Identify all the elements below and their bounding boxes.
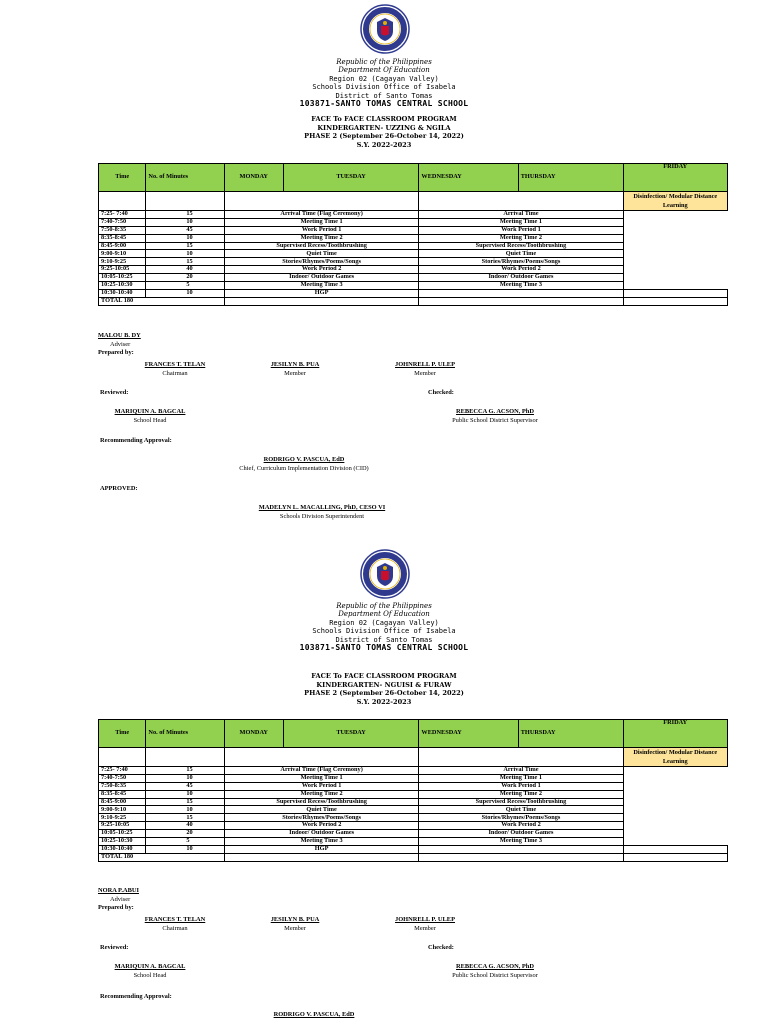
time-cell: 7:25- 7:40 (99, 767, 146, 775)
schedule-table (98, 719, 728, 862)
wed-thu-activity (419, 845, 623, 853)
minutes-cell: 20 (146, 830, 224, 838)
mon-tue-activity: Meeting Time 2 (224, 234, 419, 242)
chairman-name: FRANCES T. TELAN (144, 361, 206, 368)
minutes-cell: 10 (146, 806, 224, 814)
wed-thu-activity: Meeting Time 2 (419, 234, 623, 242)
mon-tue-activity: Supervised Recess/Toothbrushing (224, 242, 419, 250)
region-text: Region 02 (Cagayan Valley) (329, 74, 439, 83)
minutes-cell: 5 (146, 282, 224, 290)
time-cell: 8:45-9:00 (99, 242, 146, 250)
wed-thu-activity: Arrival Time (419, 211, 623, 219)
header-time: Time (99, 720, 146, 748)
time-cell: 9:00-9:10 (99, 250, 146, 258)
prepared-by-label: Prepared by: (98, 349, 134, 356)
wed-thu-activity: Work Period 2 (419, 822, 623, 830)
mon-tue-activity: Quiet Time (224, 806, 419, 814)
district-text: District of Santo Tomas (335, 91, 433, 100)
chairman-name: FRANCES T. TELAN (144, 916, 206, 923)
table-row (99, 767, 728, 775)
mon-tue-activity: Work Period 2 (224, 822, 419, 830)
table-row (99, 258, 728, 266)
school-year: S.Y. 2022-2023 (356, 697, 412, 706)
division-text: Schools Division Office of Isabela (312, 83, 456, 92)
wed-thu-activity: Meeting Time 2 (419, 790, 623, 798)
head-role: School Head (133, 971, 167, 979)
member2-block (380, 361, 470, 378)
mon-tue-activity: Stories/Rhymes/Poems/Songs (224, 258, 419, 266)
time-cell: 8:35-8:45 (99, 234, 146, 242)
chairman-role: Chairman (162, 924, 188, 932)
total-row (99, 297, 728, 305)
table-row (99, 266, 728, 274)
wed-thu-activity: Arrival Time (419, 767, 623, 775)
friday-note: Disinfection/ Modular Distance Learning (623, 192, 728, 211)
wed-thu-activity: Supervised Recess/Toothbrushing (419, 242, 623, 250)
cid-role: Chief, Curriculum Implementation Division (CID) (239, 464, 369, 472)
supervisor-role: Public School District Supervisor (452, 971, 538, 979)
header-tuesday: TUESDAY (283, 720, 419, 748)
sds-role: Schools Division Superintendent (279, 512, 365, 520)
header-friday: FRIDAY (623, 164, 728, 192)
table-row (99, 845, 728, 853)
table-row (99, 289, 728, 297)
time-cell: 9:25-10:05 (99, 266, 146, 274)
minutes-cell: 15 (146, 798, 224, 806)
friday-empty-cell (623, 289, 728, 297)
chairman-block (135, 361, 215, 378)
phase-text: PHASE 2 (September 26-October 14, 2022) (304, 132, 464, 141)
total-label: TOTAL 180 (99, 297, 225, 305)
adviser-block-1 (98, 332, 141, 358)
time-cell: 7:25- 7:40 (99, 211, 146, 219)
supervisor-name: REBECCA G. ACSON, PhD (456, 408, 534, 415)
recommending-label: Recommending Approval: (100, 993, 172, 1000)
mon-tue-activity: Supervised Recess/Toothbrushing (224, 798, 419, 806)
table-row (99, 822, 728, 830)
wed-thu-activity: Work Period 1 (419, 782, 623, 790)
minutes-cell: 10 (146, 234, 224, 242)
mon-tue-activity: Indoor/ Outdoor Games (224, 274, 419, 282)
schedule-table (98, 163, 728, 306)
class-title: KINDERGARTEN- UZZING & NGILA (317, 123, 451, 132)
checked-label: Checked: (428, 389, 454, 396)
member1-block (255, 916, 335, 933)
member1-role: Member (284, 924, 306, 932)
minutes-cell: 20 (146, 274, 224, 282)
region-text: Region 02 (Cagayan Valley) (329, 618, 439, 627)
minutes-cell: 10 (146, 250, 224, 258)
wed-thu-activity: Supervised Recess/Toothbrushing (419, 798, 623, 806)
district-text: District of Santo Tomas (335, 635, 433, 644)
table-row (99, 806, 728, 814)
cid-block (214, 456, 394, 473)
mon-tue-activity: Meeting Time 1 (224, 774, 419, 782)
school-name: 103871-SANTO TOMAS CENTRAL SCHOOL (299, 99, 469, 109)
letterhead (0, 602, 768, 652)
mon-tue-activity: Work Period 2 (224, 266, 419, 274)
wed-thu-activity: Indoor/ Outdoor Games (419, 830, 623, 838)
head-role: School Head (133, 416, 167, 424)
header-tuesday: TUESDAY (283, 164, 419, 192)
member1-role: Member (284, 369, 306, 377)
head-name: MARIQUIN A. BAGCAL (114, 963, 186, 970)
school-year: S.Y. 2022-2023 (356, 140, 412, 149)
table-row (99, 782, 728, 790)
member2-block (380, 916, 470, 933)
reviewed-label: Reviewed: (100, 389, 129, 396)
deped-seal-icon (360, 549, 410, 599)
mon-tue-activity: Meeting Time 2 (224, 790, 419, 798)
mon-tue-activity: Work Period 1 (224, 226, 419, 234)
cid-block (224, 1011, 404, 1020)
supervisor-role: Public School District Supervisor (452, 416, 538, 424)
minutes-cell: 45 (146, 226, 224, 234)
mon-tue-activity: Meeting Time 3 (224, 282, 419, 290)
table-row (99, 282, 728, 290)
time-cell: 9:00-9:10 (99, 806, 146, 814)
table-row (99, 250, 728, 258)
time-cell: 7:40-7:50 (99, 774, 146, 782)
approved-label: APPROVED: (100, 485, 138, 492)
supervisor-name: REBECCA G. ACSON, PhD (456, 963, 534, 970)
cid-name: RODRIGO V. PASCUA, EdD (273, 1011, 355, 1018)
supervisor-block (420, 408, 570, 425)
table-header-row (99, 164, 728, 192)
member1-name: JESILYN B. PUA (270, 361, 320, 368)
header-thursday: THURSDAY (518, 164, 623, 192)
minutes-cell: 5 (146, 838, 224, 846)
wed-thu-activity: Meeting Time 3 (419, 282, 623, 290)
class-title: KINDERGARTEN- NGUISI & FURAW (316, 680, 452, 689)
minutes-cell: 10 (146, 218, 224, 226)
member2-role: Member (414, 924, 436, 932)
table-row (99, 242, 728, 250)
adviser-name: NORA P.ABUI (98, 887, 139, 894)
table-row (99, 226, 728, 234)
table-row (99, 814, 728, 822)
division-text: Schools Division Office of Isabela (312, 627, 456, 636)
reviewed-label: Reviewed: (100, 944, 129, 951)
recommending-label: Recommending Approval: (100, 437, 172, 444)
wed-thu-activity: Meeting Time 1 (419, 774, 623, 782)
mon-tue-activity: Stories/Rhymes/Poems/Songs (224, 814, 419, 822)
minutes-cell: 10 (146, 289, 224, 297)
table-row (99, 838, 728, 846)
wed-thu-activity (419, 289, 623, 297)
time-cell: 7:40-7:50 (99, 218, 146, 226)
header-minutes: No. of Minutes (146, 164, 224, 192)
time-cell: 9:25-10:05 (99, 822, 146, 830)
minutes-cell: 45 (146, 782, 224, 790)
minutes-cell: 15 (146, 258, 224, 266)
head-block (100, 963, 200, 980)
time-cell: 9:10-9:25 (99, 258, 146, 266)
minutes-cell: 10 (146, 774, 224, 782)
cid-name: RODRIGO V. PASCUA, EdD (263, 456, 345, 463)
time-cell: 10:30-10:40 (99, 289, 146, 297)
member2-role: Member (414, 369, 436, 377)
wed-thu-activity: Quiet Time (419, 250, 623, 258)
time-cell: 9:10-9:25 (99, 814, 146, 822)
mon-tue-activity: Indoor/ Outdoor Games (224, 830, 419, 838)
table-row (99, 774, 728, 782)
school-name: 103871-SANTO TOMAS CENTRAL SCHOOL (299, 643, 469, 653)
minutes-cell: 10 (146, 790, 224, 798)
minutes-cell: 15 (146, 242, 224, 250)
header-monday: MONDAY (224, 164, 283, 192)
sds-block (232, 504, 412, 521)
wed-thu-activity: Meeting Time 3 (419, 838, 623, 846)
phase-text: PHASE 2 (September 26-October 14, 2022) (304, 689, 464, 698)
head-name: MARIQUIN A. BAGCAL (114, 408, 186, 415)
chairman-role: Chairman (162, 369, 188, 377)
header-wednesday: WEDNESDAY (419, 164, 518, 192)
time-cell: 7:50-8:35 (99, 226, 146, 234)
table-row (99, 211, 728, 219)
sds-name: MADELYN L. MACALLING, PhD, CESO VI (258, 504, 386, 511)
mon-tue-activity: Arrival Time (Flag Ceremony) (224, 211, 419, 219)
prepared-by-label: Prepared by: (98, 904, 134, 911)
wed-thu-activity: Work Period 1 (419, 226, 623, 234)
header-minutes: No. of Minutes (146, 720, 224, 748)
minutes-cell: 40 (146, 822, 224, 830)
time-cell: 7:50-8:35 (99, 782, 146, 790)
adviser-name: MALOU B. DY (98, 332, 141, 339)
wed-thu-activity: Indoor/ Outdoor Games (419, 274, 623, 282)
republic-text: Republic of the Philippines (336, 58, 432, 66)
total-label: TOTAL 180 (99, 853, 225, 861)
department-text: Department Of Education (338, 66, 430, 75)
header-wednesday: WEDNESDAY (419, 720, 518, 748)
adviser-block-2 (98, 887, 139, 913)
mon-tue-activity: Meeting Time 1 (224, 218, 419, 226)
checked-label: Checked: (428, 944, 454, 951)
time-cell: 10:05-10:25 (99, 274, 146, 282)
header-thursday: THURSDAY (518, 720, 623, 748)
mon-tue-activity: Arrival Time (Flag Ceremony) (224, 767, 419, 775)
head-block (100, 408, 200, 425)
time-cell: 8:35-8:45 (99, 790, 146, 798)
chairman-block (135, 916, 215, 933)
adviser-role: Adviser (110, 895, 131, 903)
table-header-row (99, 720, 728, 748)
table-row (99, 830, 728, 838)
member1-name: JESILYN B. PUA (270, 916, 320, 923)
time-cell: 10:25-10:30 (99, 282, 146, 290)
minutes-cell: 15 (146, 814, 224, 822)
table-row (99, 790, 728, 798)
supervisor-block (420, 963, 570, 980)
time-cell: 10:30-10:40 (99, 845, 146, 853)
member2-name: JOHNRELL P. ULEP (395, 916, 455, 923)
minutes-cell: 15 (146, 767, 224, 775)
minutes-cell: 40 (146, 266, 224, 274)
letterhead (0, 58, 768, 108)
mon-tue-activity: HGP (224, 845, 419, 853)
table-row (99, 274, 728, 282)
table-row (99, 798, 728, 806)
republic-text: Republic of the Philippines (336, 602, 432, 610)
mon-tue-activity: Meeting Time 3 (224, 838, 419, 846)
member2-name: JOHNRELL P. ULEP (395, 361, 455, 368)
wed-thu-activity: Work Period 2 (419, 266, 623, 274)
time-cell: 8:45-9:00 (99, 798, 146, 806)
mon-tue-activity: Work Period 1 (224, 782, 419, 790)
program-title: FACE To FACE CLASSROOM PROGRAM (311, 115, 457, 123)
time-cell: 10:05-10:25 (99, 830, 146, 838)
table-row (99, 218, 728, 226)
mon-tue-activity: HGP (224, 289, 419, 297)
time-cell: 10:25-10:30 (99, 838, 146, 846)
wed-thu-activity: Quiet Time (419, 806, 623, 814)
total-row (99, 853, 728, 861)
program-title: FACE To FACE CLASSROOM PROGRAM (311, 672, 457, 680)
adviser-role: Adviser (110, 340, 131, 348)
minutes-cell: 15 (146, 211, 224, 219)
friday-empty-cell (623, 845, 728, 853)
friday-note: Disinfection/ Modular Distance Learning (623, 748, 728, 767)
wed-thu-activity: Stories/Rhymes/Poems/Songs (419, 814, 623, 822)
member1-block (255, 361, 335, 378)
program-heading (0, 672, 768, 706)
mon-tue-activity: Quiet Time (224, 250, 419, 258)
header-friday: FRIDAY (623, 720, 728, 748)
deped-seal-icon (360, 4, 410, 54)
table-row (99, 234, 728, 242)
wed-thu-activity: Stories/Rhymes/Poems/Songs (419, 258, 623, 266)
wed-thu-activity: Meeting Time 1 (419, 218, 623, 226)
header-monday: MONDAY (224, 720, 283, 748)
header-time: Time (99, 164, 146, 192)
program-heading (0, 115, 768, 149)
department-text: Department Of Education (338, 610, 430, 619)
minutes-cell: 10 (146, 845, 224, 853)
